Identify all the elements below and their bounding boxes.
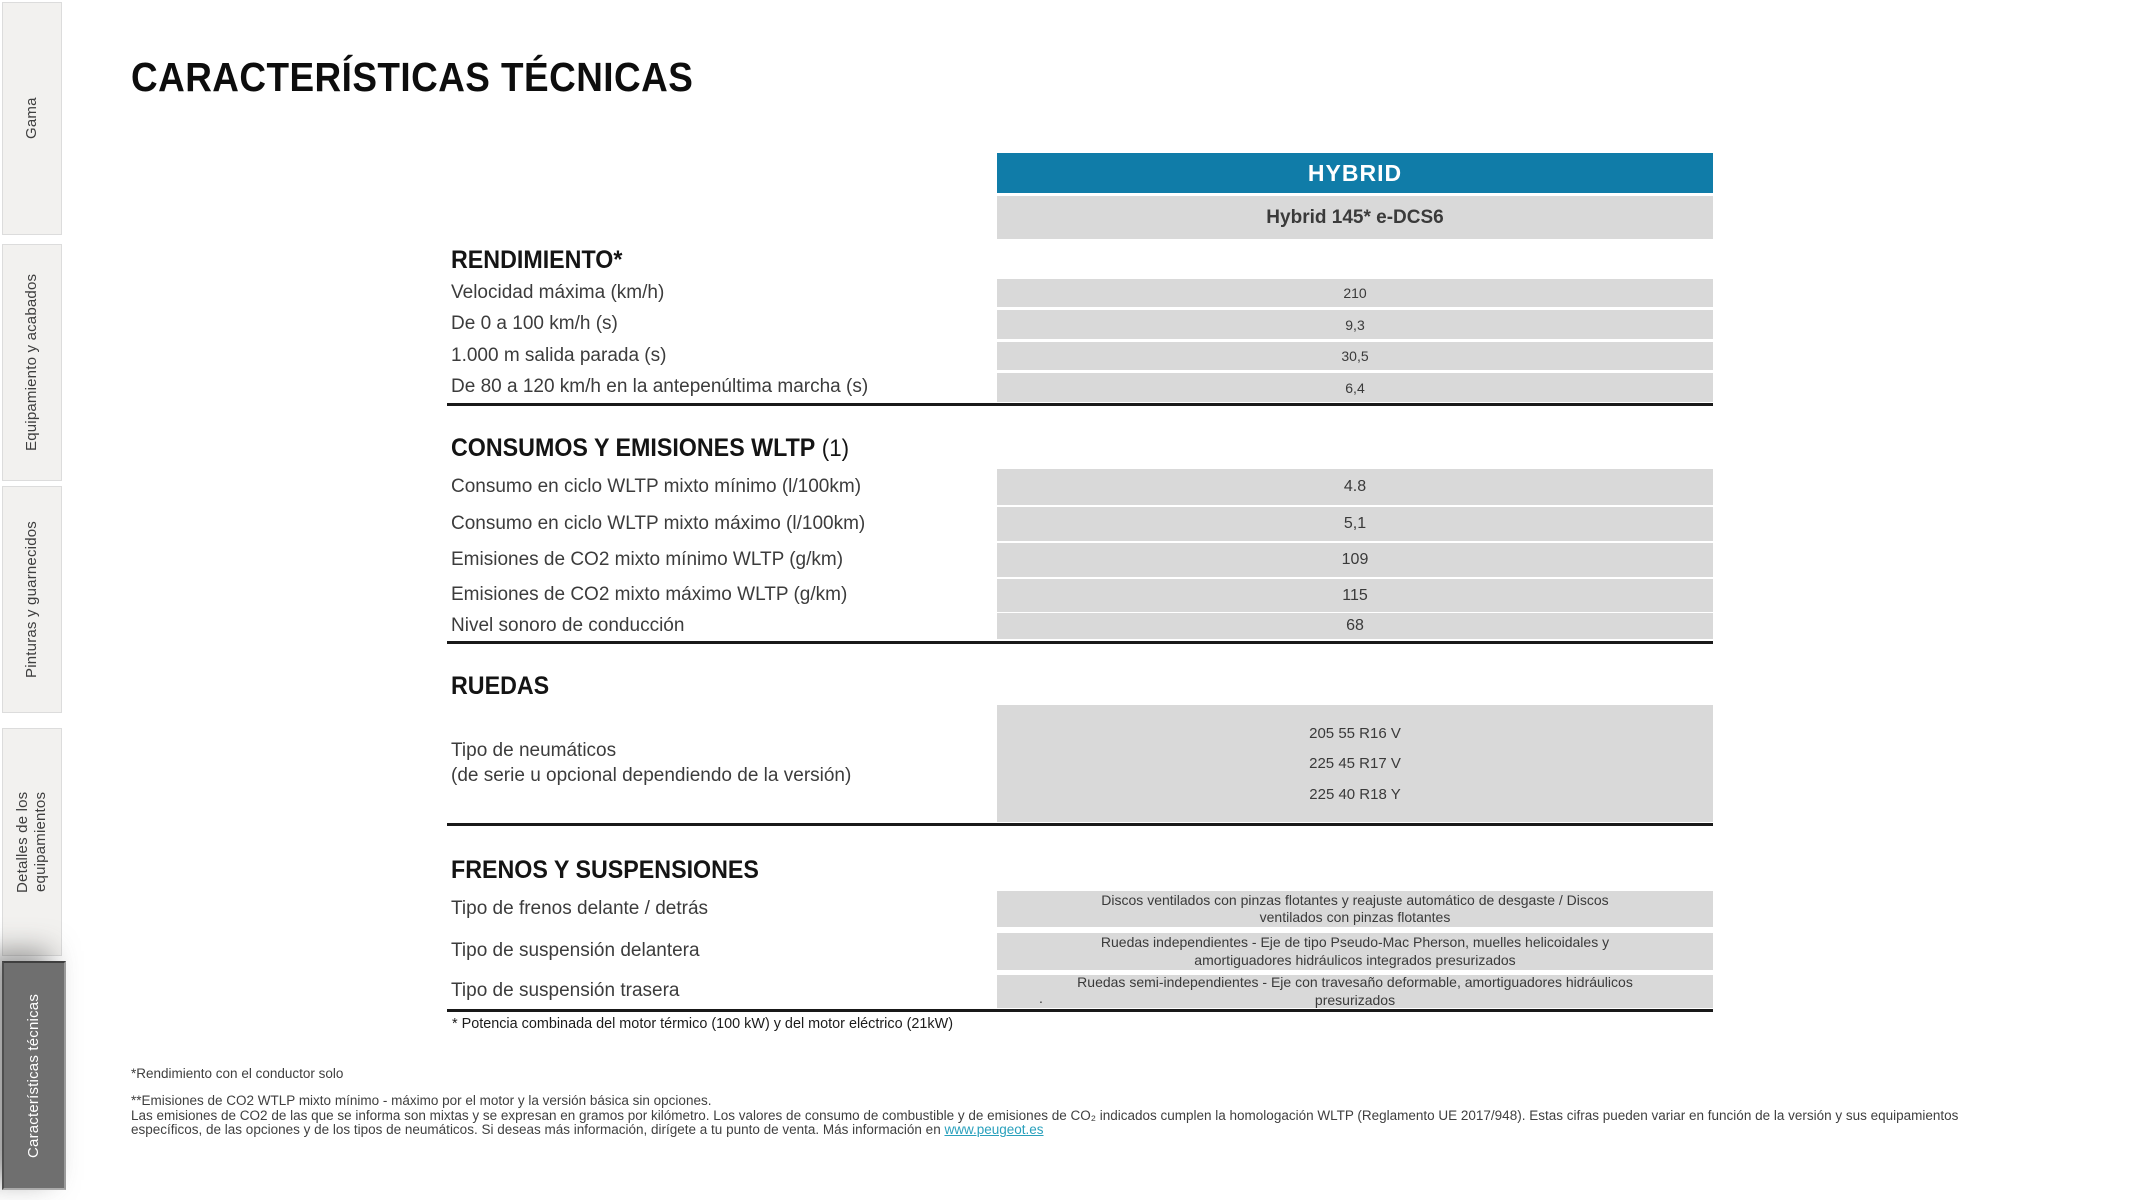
model-label: Hybrid 145* e-DCS6 xyxy=(1266,206,1444,228)
section-divider xyxy=(447,1009,1713,1012)
spec-label: Tipo de suspensión trasera xyxy=(451,980,680,1002)
legal-text-line1: Las emisiones de CO2 de las que se informa son mixtas y se expresan en gramos por kilómetro. Los valores de consumo de combustible y de emisiones de CO₂ indicados cumplen la homologación WLTP (Reglamento UE 2017/948). Estas cifras pueden variar en función de la versión y sus equipamientos xyxy=(131,1107,1959,1123)
spec-value: 9,3 xyxy=(1345,316,1365,333)
table-row xyxy=(451,705,1713,822)
tire-label-line1: Tipo de neumáticos xyxy=(451,739,617,761)
spec-value-cell xyxy=(997,891,1713,927)
section-divider xyxy=(447,823,1713,826)
table-row xyxy=(451,342,1713,370)
column-header-label: HYBRID xyxy=(1307,159,1403,186)
section-title-ruedas: RUEDAS xyxy=(451,672,550,700)
spec-label: Consumo en ciclo WLTP mixto máximo (l/100km) xyxy=(451,512,866,534)
spec-value: 115 xyxy=(1342,586,1368,604)
spec-value: 6,4 xyxy=(1345,379,1365,396)
tire-size: 205 55 R16 V xyxy=(1309,724,1401,742)
spec-value-cell xyxy=(997,279,1713,307)
table-row xyxy=(451,469,1713,505)
column-header-hybrid xyxy=(997,153,1713,193)
spec-value-cell xyxy=(997,933,1713,970)
spec-value-cell xyxy=(997,507,1713,541)
spec-label: Tipo de suspensión delantera xyxy=(451,940,700,962)
sidebar-item-label: Equipamiento y acabados xyxy=(23,273,40,452)
spec-label: 1.000 m salida parada (s) xyxy=(451,344,667,366)
spec-value-cell xyxy=(997,373,1713,402)
sidebar-item-pinturas[interactable] xyxy=(2,486,62,713)
stray-dot: . xyxy=(1039,990,1043,1006)
table-row xyxy=(451,310,1713,339)
power-footnote: * Potencia combinada del motor térmico (100 kW) y del motor eléctrico (21kW) xyxy=(452,1015,953,1032)
spec-value: 109 xyxy=(1341,551,1369,568)
spec-value: Discos ventilados con pinzas flotantes y reajuste automático de desgaste / Discos ventilados con pinzas flotantes xyxy=(1101,891,1609,925)
spec-value-cell xyxy=(997,310,1713,339)
section-title-consumos: CONSUMOS Y EMISIONES WLTP (1) xyxy=(451,434,850,462)
table-row xyxy=(451,975,1713,1008)
table-row xyxy=(451,373,1713,402)
spec-value-cell xyxy=(997,613,1713,639)
table-row xyxy=(451,891,1713,927)
sidebar-item-detalles[interactable] xyxy=(2,728,62,956)
sidebar-item-caracteristicas[interactable] xyxy=(2,961,66,1190)
spec-value-cell xyxy=(997,543,1713,577)
spec-value: 30,5 xyxy=(1341,348,1369,364)
peugeot-link[interactable]: www.peugeot.es xyxy=(944,1122,1044,1138)
sidebar-item-label: Detalles de los equipamientos xyxy=(14,791,49,893)
tire-value-cell xyxy=(997,705,1713,822)
section-title-rendimiento: RENDIMIENTO* xyxy=(451,246,623,274)
spec-value-cell xyxy=(997,342,1713,370)
sidebar-item-label: Características técnicas xyxy=(25,993,42,1158)
tire-size: 225 45 R17 V xyxy=(1309,755,1401,772)
spec-label: Velocidad máxima (km/h) xyxy=(451,281,665,303)
table-row xyxy=(451,279,1713,307)
spec-value-cell xyxy=(997,469,1713,505)
sidebar-nav xyxy=(0,0,68,1200)
sidebar-item-equipamiento[interactable] xyxy=(2,244,62,481)
sidebar-item-label: Gama xyxy=(23,97,40,140)
spec-label: Emisiones de CO2 mixto mínimo WLTP (g/km) xyxy=(451,548,844,570)
spec-label: De 80 a 120 km/h en la antepenúltima marcha (s) xyxy=(451,376,869,398)
column-subheader-model xyxy=(997,196,1713,239)
table-row xyxy=(451,543,1713,577)
spec-value: 68 xyxy=(1346,617,1364,634)
table-row xyxy=(451,933,1713,970)
section-title-suffix: (1) xyxy=(821,435,850,462)
table-row xyxy=(451,507,1713,541)
footer-legal-block xyxy=(131,1094,2126,1138)
spec-value: 5,1 xyxy=(1343,515,1367,532)
spec-value: Ruedas independientes - Eje de tipo Pseudo-Mac Pherson, muelles helicoidales y amortiguadores hidráulicos integrados presurizados xyxy=(1100,934,1610,968)
section-divider xyxy=(447,403,1713,406)
page-title: CARACTERÍSTICAS TÉCNICAS xyxy=(131,54,694,100)
tire-label-line2: (de serie u opcional dependiendo de la versión) xyxy=(451,764,852,786)
section-divider xyxy=(447,641,1713,644)
spec-value: Ruedas semi-independientes - Eje con travesaño deformable, amortiguadores hidráulicos presurizados xyxy=(1077,974,1633,1008)
legal-text-line2: específicos, de las opciones y de los tipos de neumáticos. Si deseas más información, dirígete a tu punto de venta. Más información en www.peugeot.es xyxy=(131,1122,1044,1138)
spec-label: Nivel sonoro de conducción xyxy=(451,614,685,636)
section-title-frenos: FRENOS Y SUSPENSIONES xyxy=(451,856,759,884)
footnote-emissions: **Emisiones de CO2 WTLP mixto mínimo - máximo por el motor y la versión básica sin opciones. xyxy=(131,1093,712,1108)
table-row xyxy=(451,579,1713,612)
spec-label: Emisiones de CO2 mixto máximo WLTP (g/km) xyxy=(451,584,848,606)
spec-value-cell xyxy=(997,579,1713,612)
spec-label: Consumo en ciclo WLTP mixto mínimo (l/100km) xyxy=(451,475,862,497)
spec-value: 210 xyxy=(1343,285,1367,301)
spec-label xyxy=(451,705,991,822)
table-row xyxy=(451,613,1713,639)
sidebar-item-label: Pinturas y guarnecidos xyxy=(23,521,40,678)
spec-value: 4.8 xyxy=(1343,478,1367,495)
tire-size: 225 40 R18 Y xyxy=(1309,785,1401,803)
spec-value-cell xyxy=(997,975,1713,1008)
spec-label: De 0 a 100 km/h (s) xyxy=(451,313,618,335)
footnote-driver: *Rendimiento con el conductor solo xyxy=(131,1066,344,1081)
spec-label: Tipo de frenos delante / detrás xyxy=(451,897,709,919)
sidebar-item-gama[interactable] xyxy=(2,2,62,235)
